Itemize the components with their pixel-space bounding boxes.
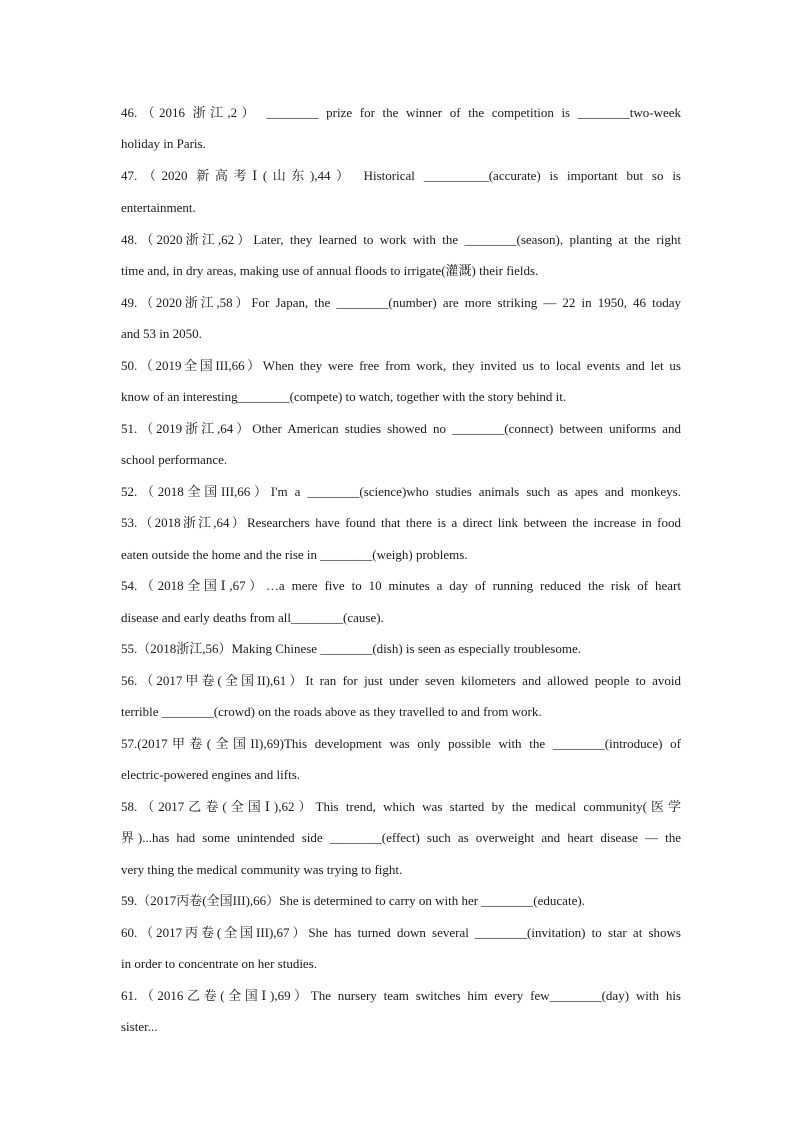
item-51-line-1: 51.（2019浙江,64）Other American studies showed no ________(connect) between uniforms and	[121, 421, 681, 436]
item-53-line-2: eaten outside the home and the rise in ________(weigh) problems.	[121, 547, 468, 562]
item-48-line-1: 48.（2020浙江,62）Later, they learned to work with the ________(season), planting at the right	[121, 232, 681, 247]
item-47-line-1: 47.（2020 新高考Ⅰ(山东),44） Historical __________(accurate) is important but so is	[121, 168, 681, 183]
item-50-line-2: know of an interesting________(compete) to watch, together with the story behind it.	[121, 389, 567, 404]
item-50-line-1: 50.（2019全国III,66）When they were free from work, they invited us to local events and let us	[121, 358, 681, 373]
item-53-line-1: 53.（2018浙江,64）Researchers have found that there is a direct link between the increase in food	[121, 515, 681, 530]
item-56-line-2: terrible ________(crowd) on the roads above as they travelled to and from work.	[121, 704, 542, 719]
item-46-line-2: holiday in Paris.	[121, 136, 206, 151]
item-61-line-2: sister...	[121, 1019, 158, 1034]
item-55-line-1: 55.（2018浙江,56）Making Chinese ________(dish) is seen as especially troublesome.	[121, 641, 581, 656]
item-57-line-2: electric-powered engines and lifts.	[121, 767, 301, 782]
item-54-line-2: disease and early deaths from all________(cause).	[121, 610, 384, 625]
item-61-line-1: 61.（2016乙卷(全国Ⅰ),69）The nursery team switches him every few________(day) with his	[121, 988, 681, 1003]
item-56-line-1: 56.（2017甲卷(全国II),61）It ran for just under seven kilometers and allowed people to avoid	[121, 673, 681, 688]
item-54-line-1: 54.（2018全国Ⅰ,67）…a mere five to 10 minutes a day of running reduced the risk of heart	[121, 578, 681, 593]
item-58-line-1: 58.（2017乙卷(全国Ⅰ),62）This trend, which was started by the medical community(医学	[121, 799, 681, 814]
item-51-line-2: school performance.	[121, 452, 228, 467]
item-49-line-2: and 53 in 2050.	[121, 326, 202, 341]
item-48-line-2: time and, in dry areas, making use of annual floods to irrigate(灌溉) their fields.	[121, 263, 539, 278]
item-52-line-1: 52.（2018全国III,66）I'm a ________(science)who studies animals such as apes and monkeys.	[121, 484, 681, 499]
item-59-line-1: 59.（2017丙卷(全国III),66）She is determined to carry on with her ________(educate).	[121, 893, 585, 908]
item-49-line-1: 49.（2020浙江,58）For Japan, the ________(number) are more striking — 22 in 1950, 46 today	[121, 295, 681, 310]
item-58-line-2: 界)...has had some unintended side ________(effect) such as overweight and heart disease — the	[121, 830, 681, 845]
item-47-line-2: entertainment.	[121, 200, 196, 215]
item-60-line-2: in order to concentrate on her studies.	[121, 956, 318, 971]
item-57-line-1: 57.(2017甲卷(全国II),69)This development was only possible with the ________(introduce) of	[121, 736, 681, 751]
item-46-line-1: 46.（2016 浙江,2） ________ prize for the winner of the competition is ________two-week	[121, 105, 681, 120]
item-60-line-1: 60.（2017丙卷(全国III),67）She has turned down several ________(invitation) to star at shows	[121, 925, 681, 940]
item-58-line-3: very thing the medical community was trying to fight.	[121, 862, 403, 877]
